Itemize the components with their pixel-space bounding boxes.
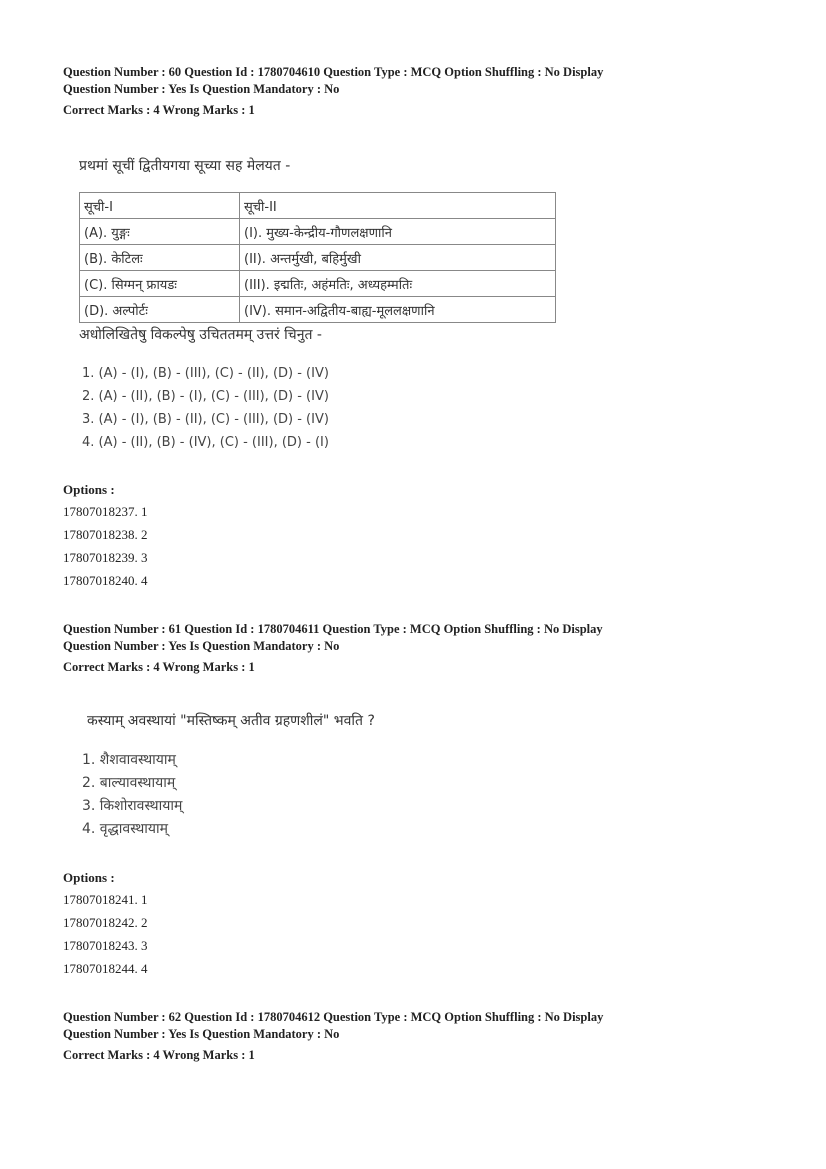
options-list bbox=[63, 500, 148, 592]
table-cell: (I). मुख्य-केन्द्रीय-गौणलक्षणानि bbox=[240, 219, 556, 245]
question-stem: कस्याम् अवस्थायां "मस्तिष्कम् अतीव ग्रहणशीलं" भवति ? bbox=[87, 713, 375, 729]
table-cell: (III). इद्मतिः, अहंमतिः, अध्यहम्मतिः bbox=[240, 271, 556, 297]
question-header: Question Number : 60 Question Id : 1780704610 Question Type : MCQ Option Shuffling : No Display bbox=[63, 65, 604, 79]
question-marks: Correct Marks : 4 Wrong Marks : 1 bbox=[63, 1048, 255, 1062]
list-item: 4. वृद्धावस्थायाम् bbox=[82, 821, 169, 837]
option-id: 17807018241. 1 bbox=[63, 892, 148, 907]
list-item: 3. किशोरावस्थायाम् bbox=[82, 798, 183, 814]
list-item: 2. बाल्यावस्थायाम् bbox=[82, 775, 176, 791]
table-cell: (D). अल्पोर्टः bbox=[80, 297, 240, 323]
option-id: 17807018239. 3 bbox=[63, 550, 148, 565]
question-marks: Correct Marks : 4 Wrong Marks : 1 bbox=[63, 660, 255, 674]
option-id: 17807018238. 2 bbox=[63, 527, 148, 542]
options-title: Options : bbox=[63, 870, 115, 885]
question-header-mandatory: Question Number : Yes Is Question Mandatory : No bbox=[63, 1027, 340, 1041]
table-cell: (A). युङ्गः bbox=[80, 219, 240, 245]
list-item: 1. (A) - (I), (B) - (III), (C) - (II), (D) - (IV) bbox=[82, 366, 329, 381]
table-row bbox=[80, 193, 556, 219]
option-id: 17807018243. 3 bbox=[63, 938, 148, 953]
table-cell: (II). अन्तर्मुखी, बहिर्मुखी bbox=[240, 245, 556, 271]
question-stem: प्रथमां सूचीं द्वितीयगया सूच्या सह मेलयत - bbox=[79, 158, 291, 174]
table-row bbox=[80, 271, 556, 297]
question-marks: Correct Marks : 4 Wrong Marks : 1 bbox=[63, 103, 255, 117]
option-id: 17807018240. 4 bbox=[63, 573, 148, 588]
options-list bbox=[63, 888, 148, 980]
table-row bbox=[80, 245, 556, 271]
table-cell: (B). केटिलः bbox=[80, 245, 240, 271]
list-item: 3. (A) - (I), (B) - (II), (C) - (III), (D) - (IV) bbox=[82, 412, 329, 427]
option-id: 17807018237. 1 bbox=[63, 504, 148, 519]
table-cell: सूची-II bbox=[240, 193, 556, 219]
question-header-mandatory: Question Number : Yes Is Question Mandatory : No bbox=[63, 82, 340, 96]
options-title: Options : bbox=[63, 482, 115, 497]
question-instruction: अधोलिखितेषु विकल्पेषु उचिततमम् उत्तरं चिनुत - bbox=[79, 327, 322, 343]
matching-table bbox=[79, 192, 556, 323]
table-cell: सूची-I bbox=[80, 193, 240, 219]
list-item: 1. शैशवावस्थायाम् bbox=[82, 752, 176, 768]
question-header: Question Number : 62 Question Id : 1780704612 Question Type : MCQ Option Shuffling : No Display bbox=[63, 1010, 604, 1024]
table-row bbox=[80, 297, 556, 323]
answer-choices bbox=[82, 749, 182, 841]
option-id: 17807018242. 2 bbox=[63, 915, 148, 930]
table-cell: (C). सिग्मन् फ्रायडः bbox=[80, 271, 240, 297]
list-item: 4. (A) - (II), (B) - (IV), (C) - (III), (D) - (I) bbox=[82, 435, 329, 450]
table-row bbox=[80, 219, 556, 245]
option-id: 17807018244. 4 bbox=[63, 961, 148, 976]
table-cell: (IV). समान-अद्वितीय-बाह्य-मूललक्षणानि bbox=[240, 297, 556, 323]
question-header-mandatory: Question Number : Yes Is Question Mandatory : No bbox=[63, 639, 340, 653]
question-header: Question Number : 61 Question Id : 1780704611 Question Type : MCQ Option Shuffling : No Display bbox=[63, 622, 603, 636]
answer-choices bbox=[82, 362, 329, 454]
list-item: 2. (A) - (II), (B) - (I), (C) - (III), (D) - (IV) bbox=[82, 389, 329, 404]
